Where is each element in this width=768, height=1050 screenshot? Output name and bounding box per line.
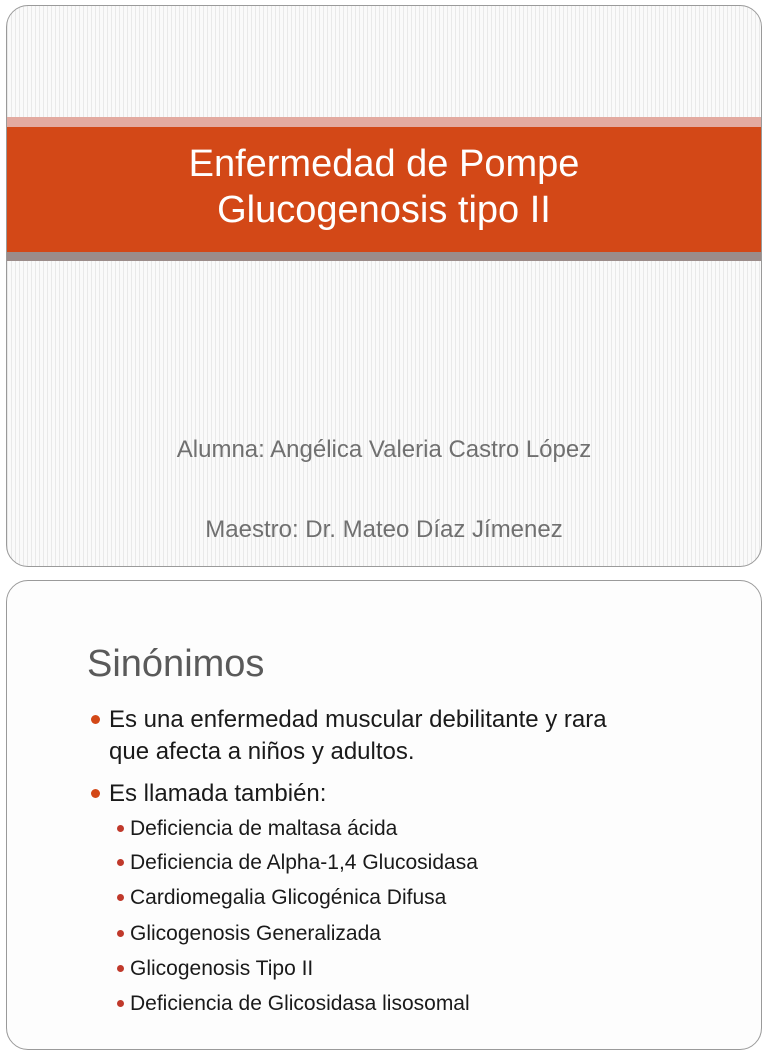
title-band-top-stripe: [7, 117, 761, 127]
slide-heading: Sinónimos: [87, 643, 265, 685]
title-band-bottom-stripe: [7, 252, 761, 261]
sub-bullet-item: [130, 955, 313, 983]
sub-bullet-text: Deficiencia de maltasa ácida: [130, 817, 398, 840]
bullet-item-line-1: Es una enfermedad muscular debilitante y rara: [109, 706, 607, 733]
sub-bullet-text: Glicogenosis Tipo II: [130, 957, 314, 980]
sub-bullet-text: Deficiencia de Glicosidasa lisosomal: [130, 992, 470, 1015]
sub-bullet-item: [130, 815, 397, 843]
sub-bullet-item: [130, 884, 446, 912]
sub-bullet-icon: [117, 930, 124, 937]
bullet-item-line-2: que afecta a niños y adultos.: [109, 738, 415, 765]
sub-bullet-icon: [117, 859, 124, 866]
sub-bullet-item: [130, 920, 381, 948]
bullet-item: [109, 704, 607, 768]
bullet-item: [109, 778, 326, 810]
slide-title-line-2: Glucogenosis tipo II: [217, 189, 551, 231]
bullet-icon: [91, 715, 100, 724]
slide-title-line-1: Enfermedad de Pompe: [188, 143, 580, 185]
content-slide: [6, 580, 762, 1050]
title-slide: [6, 5, 762, 567]
sub-bullet-icon: [117, 965, 124, 972]
sub-bullet-icon: [117, 894, 124, 901]
sub-bullet-icon: [117, 1000, 124, 1007]
student-name: Alumna: Angélica Valeria Castro López: [176, 436, 592, 463]
sub-bullet-icon: [117, 825, 124, 832]
sub-bullet-text: Deficiencia de Alpha-1,4 Glucosidasa: [130, 851, 478, 874]
teacher-name: Maestro: Dr. Mateo Díaz Jímenez: [205, 516, 563, 543]
slide-title: [7, 141, 761, 233]
sub-bullet-item: [130, 990, 470, 1018]
sub-bullet-item: [130, 849, 478, 877]
bullet-item-line-1: Es llamada también:: [109, 780, 327, 807]
bullet-icon: [91, 789, 100, 798]
sub-bullet-text: Glicogenosis Generalizada: [130, 922, 381, 945]
sub-bullet-text: Cardiomegalia Glicogénica Difusa: [130, 886, 447, 909]
